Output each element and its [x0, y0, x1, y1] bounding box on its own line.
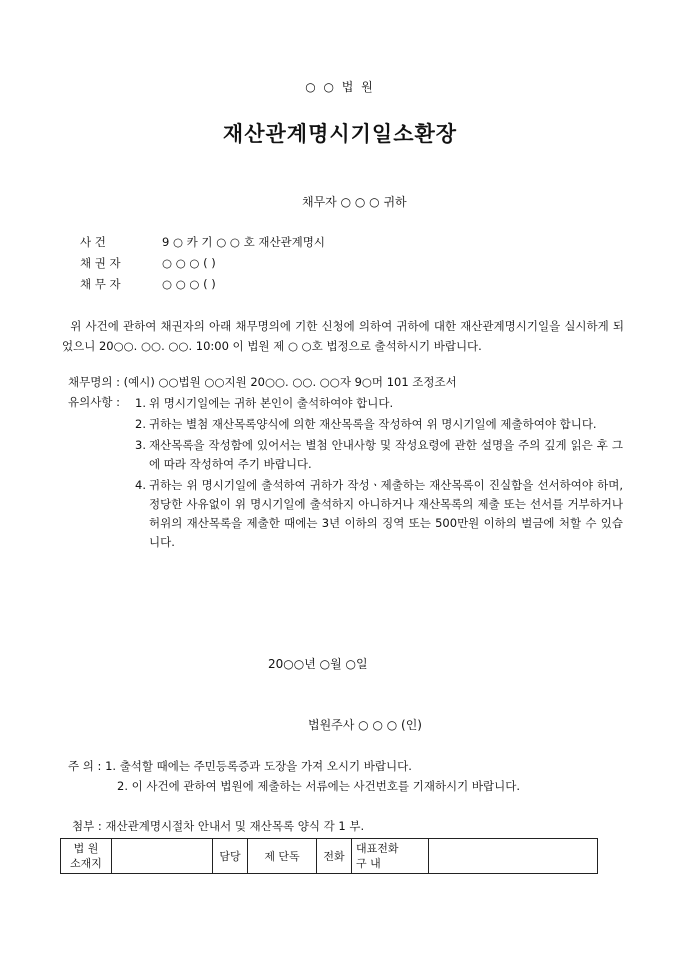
note-text: 재산목록을 작성함에 있어서는 별첨 안내사항 및 작성요령에 관한 설명을 주의 깊게 읽은 후 그에 따라 작성하여 주기 바랍니다.: [149, 438, 623, 471]
case-label: 사 건: [80, 235, 106, 249]
debtor-label: 채 무 자: [80, 277, 121, 291]
court-name: ○ ○ 법 원: [305, 80, 375, 94]
debt-title-row: [68, 374, 457, 390]
clerk-signature: 법원주사 ○ ○ ○ (인): [308, 718, 422, 732]
note-item: [123, 394, 623, 413]
issue-date: 20○○년 ○월 ○일: [268, 657, 368, 671]
note-text: 귀하는 별첨 재산목록양식에 의한 재산목록을 작성하여 위 명시기일에 제출하여야 합니다.: [149, 417, 597, 431]
creditor-value: ○ ○ ○ ( ): [162, 256, 216, 270]
main-phone-label-2: 구 내: [356, 857, 381, 870]
debtor-value: ○ ○ ○ ( ): [162, 277, 216, 291]
debt-title-value: (예시) ○○법원 ○○지원 20○○. ○○. ○○자 9○머 101 조정조서: [123, 375, 457, 389]
creditor-row: [80, 255, 216, 271]
note-item: [123, 436, 623, 474]
debt-title-label: 채무명의 :: [68, 375, 120, 389]
note-number: 4.: [135, 478, 146, 492]
court-address-value: [112, 839, 213, 874]
document-title: 재산관계명시기일소환장: [222, 121, 458, 146]
phone-value: [429, 839, 598, 874]
notes-label: 유의사항 :: [68, 395, 120, 409]
manager-label: 담당: [213, 839, 248, 874]
caution-block: [68, 756, 520, 796]
debtor-row: [80, 276, 216, 292]
note-text: 귀하는 위 명시기일에 출석하여 귀하가 작성ㆍ제출하는 재산목록이 진실함을 선서하여야 하며, 정당한 사유없이 위 명시기일에 출석하지 아니하거나 재산목록의 제출 또는 선서를 거부하거나 허위의 재산목록을 제출한 때에는 3년 이하의 징역 또는 500만원 이하의 벌금에 처할 수 있습니다.: [149, 478, 623, 549]
body-paragraph: [62, 316, 624, 356]
main-phone-label: [352, 839, 429, 874]
note-item: [123, 476, 623, 552]
note-text: 위 명시기일에는 귀하 본인이 출석하여야 합니다.: [149, 396, 394, 410]
case-value: 9 ○ 카 기 ○ ○ 호 재산관계명시: [162, 235, 325, 249]
body-paragraph-text: 위 사건에 관하여 채권자의 아래 채무명의에 기한 신청에 의하여 귀하에 대한 재산관계명시기일을 실시하게 되었으니 20○○. ○○. ○○. 10:00 이 법원 제 ○ ○호 법정으로 출석하시기 바랍니다.: [62, 319, 624, 353]
note-number: 3.: [135, 438, 146, 452]
creditor-label: 채 권 자: [80, 256, 121, 270]
note-item: [123, 415, 623, 434]
main-phone-label-1: 대표전화: [356, 842, 399, 855]
caution-item: 2. 이 사건에 관하여 법원에 제출하는 서류에는 사건번호를 기재하시기 바랍니다.: [117, 779, 521, 793]
court-address-label-2: 소재지: [70, 857, 102, 870]
phone-label: 전화: [317, 839, 352, 874]
caution-item: 1. 출석할 때에는 주민등록증과 도장을 가져 오시기 바랍니다.: [105, 759, 412, 773]
addressee: 채무자 ○ ○ ○ 귀하: [302, 195, 407, 209]
attachment-note: 첨부 : 재산관계명시절차 안내서 및 재산목록 양식 각 1 부.: [72, 819, 365, 833]
court-address-label: [61, 839, 112, 874]
team-value: 제 단독: [248, 839, 317, 874]
note-number: 2.: [135, 417, 146, 431]
case-row: [80, 234, 325, 250]
court-info-table: [60, 838, 598, 874]
notes-list: [123, 394, 623, 554]
caution-label: 주 의 :: [68, 759, 102, 773]
court-address-label-1: 법 원: [73, 842, 99, 855]
note-number: 1.: [135, 396, 146, 410]
